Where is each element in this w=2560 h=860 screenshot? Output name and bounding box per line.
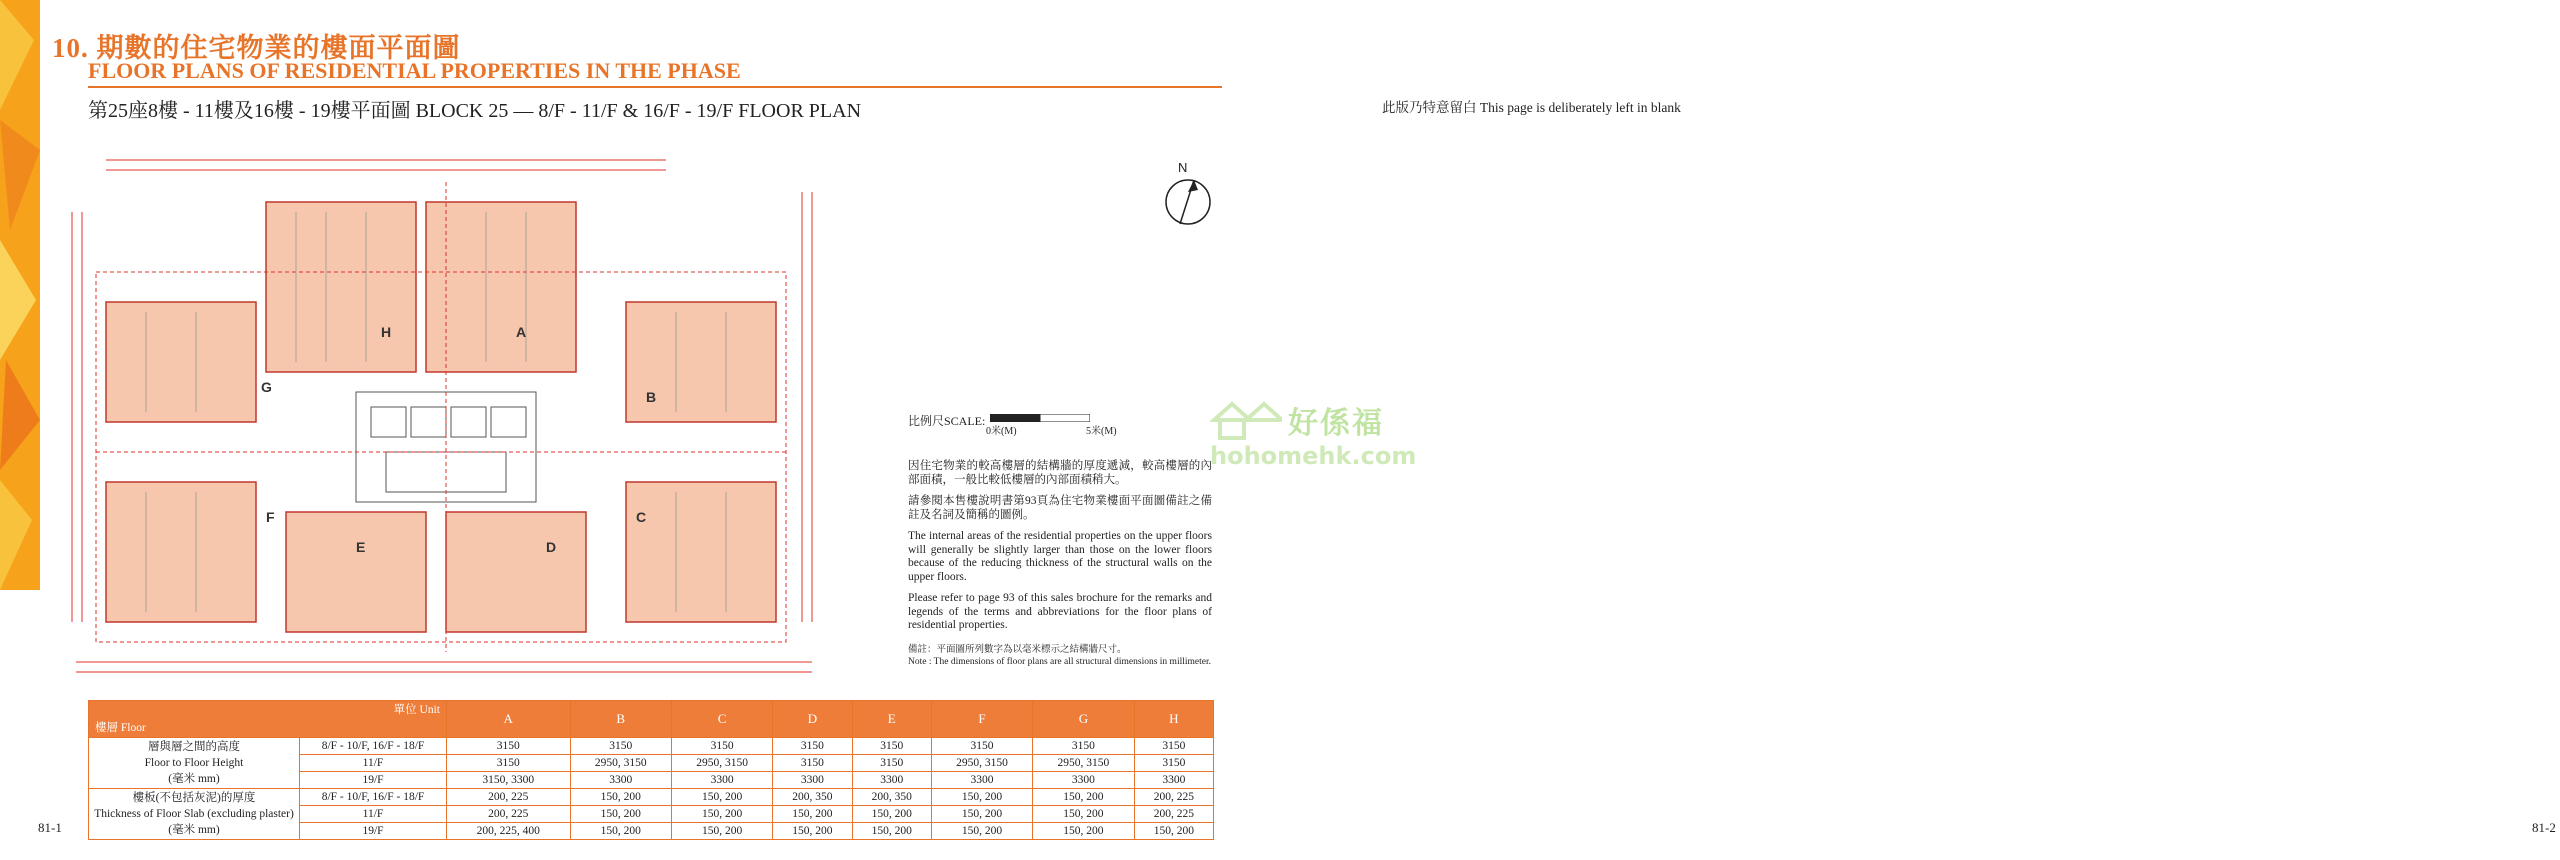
table-cell: 3150 bbox=[570, 738, 671, 755]
table-cell: 3150 bbox=[852, 738, 931, 755]
table-cell: 150, 200 bbox=[1033, 823, 1134, 840]
unit-header-e: E bbox=[852, 701, 931, 738]
note-cn-1: 因住宅物業的較高樓層的結構牆的厚度遞減，較高樓層的內部面積，一般比較低樓層的內部面積稍大。 bbox=[908, 460, 1212, 486]
scale-zero-label: 0米(M) bbox=[986, 426, 1017, 437]
table-cell: 2950, 3150 bbox=[1033, 755, 1134, 772]
table-cell: 3150 bbox=[773, 755, 852, 772]
table-cell: 3300 bbox=[773, 772, 852, 789]
plan-unit-label-b: B bbox=[646, 389, 657, 405]
table-cell: 150, 200 bbox=[671, 823, 772, 840]
table-cell: 3150 bbox=[671, 738, 772, 755]
table-cell: 3150 bbox=[1134, 755, 1213, 772]
watermark-house-icon bbox=[1210, 398, 1282, 440]
note-cn-2: 請參閱本售樓說明書第93頁為住宅物業樓面平面圖備註之備註及名詞及簡稱的圖例。 bbox=[908, 495, 1212, 521]
table-cell: 3300 bbox=[671, 772, 772, 789]
unit-header-f: F bbox=[931, 701, 1032, 738]
table-cell: 3300 bbox=[1134, 772, 1213, 789]
table-cell: 11/F bbox=[300, 755, 447, 772]
plan-unit-label-g: G bbox=[261, 379, 272, 395]
plan-unit-label-f: F bbox=[266, 509, 275, 525]
unit-header-b: B bbox=[570, 701, 671, 738]
table-cell: 150, 200 bbox=[570, 823, 671, 840]
dimension-note-cn: 備註：平面圖所列數字為以毫米標示之結構牆尺寸。 bbox=[908, 645, 1127, 655]
table-cell: 3150 bbox=[1033, 738, 1134, 755]
plan-unit-label-d: D bbox=[546, 539, 557, 555]
unit-header-g: G bbox=[1033, 701, 1134, 738]
table-cell: 19/F bbox=[300, 823, 447, 840]
floor-header-label: 樓層 Floor bbox=[95, 722, 146, 734]
floor-plan-drawing bbox=[66, 152, 822, 682]
watermark-en: hohomehk.com bbox=[1210, 442, 1417, 470]
table-cell: 3150 bbox=[773, 738, 852, 755]
plan-subtitle: 第25座8樓 - 11樓及16樓 - 19樓平面圖 BLOCK 25 — 8/F - 11/F & 16/F - 19/F FLOOR PLAN bbox=[88, 100, 862, 122]
note-en-1: The internal areas of the residential properties on the upper floors will generally be slightly larger than those on the lower floors because of the reducing thickness of the structural walls on the upper floors. bbox=[908, 530, 1212, 583]
unit-header-a: A bbox=[447, 701, 571, 738]
unit-header-h: H bbox=[1134, 701, 1213, 738]
plan-unit-label-e: E bbox=[356, 539, 366, 555]
page-number-left: 81-1 bbox=[38, 820, 62, 835]
table-cell: 150, 200 bbox=[931, 806, 1032, 823]
page-number-right: 81-2 bbox=[2532, 820, 2556, 835]
height-label-en: Floor to Floor Height bbox=[144, 757, 244, 769]
decorative-left-strip bbox=[0, 0, 40, 590]
unit-header-d: D bbox=[773, 701, 852, 738]
north-arrow-icon bbox=[1160, 158, 1216, 230]
table-cell: 150, 200 bbox=[931, 789, 1032, 806]
table-cell: 150, 200 bbox=[1033, 789, 1134, 806]
slab-label-en: Thickness of Floor Slab (excluding plaster) bbox=[94, 808, 294, 820]
unit-header-c: C bbox=[671, 701, 772, 738]
table-cell: 150, 200 bbox=[931, 823, 1032, 840]
unit-header-label: 單位 Unit bbox=[393, 704, 440, 716]
table-cell: 200, 225, 400 bbox=[447, 823, 571, 840]
table-cell: 3150 bbox=[1134, 738, 1213, 755]
table-cell: 200, 225 bbox=[447, 806, 571, 823]
table-cell: 3150, 3300 bbox=[447, 772, 571, 789]
scale-bar bbox=[990, 414, 1090, 422]
scale-five-label: 5米(M) bbox=[1086, 426, 1117, 437]
blank-page-note: 此版乃特意留白 This page is deliberately left in blank bbox=[1382, 100, 1681, 115]
height-label-unit: (毫米 mm) bbox=[168, 773, 220, 785]
plan-unit-label-c: C bbox=[636, 509, 647, 525]
table-cell: 150, 200 bbox=[671, 789, 772, 806]
dimension-note-en: Note : The dimensions of floor plans are all structural dimensions in millimeter. bbox=[908, 657, 1211, 667]
table-cell: 3150 bbox=[852, 755, 931, 772]
table-cell: 3300 bbox=[1033, 772, 1134, 789]
plan-notes bbox=[908, 460, 1212, 641]
floor-spec-table bbox=[88, 700, 1214, 840]
table-cell: 3150 bbox=[447, 755, 571, 772]
table-cell: 2950, 3150 bbox=[931, 755, 1032, 772]
table-cell: 200, 225 bbox=[1134, 806, 1213, 823]
table-cell: 2950, 3150 bbox=[570, 755, 671, 772]
table-header-row bbox=[89, 701, 1214, 738]
table-cell: 150, 200 bbox=[570, 806, 671, 823]
page-title-en: FLOOR PLANS OF RESIDENTIAL PROPERTIES IN THE PHASE bbox=[88, 58, 741, 83]
table-cell: 3300 bbox=[852, 772, 931, 789]
table-cell: 150, 200 bbox=[852, 806, 931, 823]
table-cell: 200, 350 bbox=[852, 789, 931, 806]
table-cell: 150, 200 bbox=[1134, 823, 1213, 840]
dimension-note bbox=[908, 644, 1228, 668]
height-row-header bbox=[89, 738, 300, 789]
table-cell: 150, 200 bbox=[671, 806, 772, 823]
page-title-cn: 10. 期數的住宅物業的樓面平面圖 bbox=[52, 33, 461, 63]
table-row bbox=[89, 738, 1214, 755]
height-label-cn: 層與層之間的高度 bbox=[148, 741, 240, 753]
table-cell: 3300 bbox=[931, 772, 1032, 789]
slab-label-cn: 樓板(不包括灰泥)的厚度 bbox=[132, 792, 256, 804]
table-cell: 150, 200 bbox=[773, 806, 852, 823]
slab-label-unit: (毫米 mm) bbox=[168, 824, 220, 836]
table-cell: 2950, 3150 bbox=[671, 755, 772, 772]
title-divider bbox=[88, 86, 1222, 88]
table-cell: 200, 225 bbox=[447, 789, 571, 806]
scale-label: 比例尺SCALE: bbox=[908, 414, 986, 428]
note-en-2: Please refer to page 93 of this sales brochure for the remarks and legends of the terms and abbreviations for the floor plans of residential properties. bbox=[908, 592, 1212, 631]
plan-unit-label-h: H bbox=[381, 324, 392, 340]
slab-row-header bbox=[89, 789, 300, 840]
north-label: N bbox=[1178, 160, 1188, 175]
table-cell: 8/F - 10/F, 16/F - 18/F bbox=[300, 789, 447, 806]
table-corner-cell bbox=[89, 701, 447, 738]
plan-unit-label-a: A bbox=[516, 324, 527, 340]
watermark-cn: 好係福 bbox=[1288, 406, 1384, 441]
table-cell: 19/F bbox=[300, 772, 447, 789]
table-cell: 150, 200 bbox=[852, 823, 931, 840]
table-cell: 200, 225 bbox=[1134, 789, 1213, 806]
table-cell: 150, 200 bbox=[570, 789, 671, 806]
table-cell: 3150 bbox=[931, 738, 1032, 755]
table-cell: 8/F - 10/F, 16/F - 18/F bbox=[300, 738, 447, 755]
table-cell: 200, 350 bbox=[773, 789, 852, 806]
table-cell: 11/F bbox=[300, 806, 447, 823]
table-cell: 3150 bbox=[447, 738, 571, 755]
table-row bbox=[89, 789, 1214, 806]
table-cell: 150, 200 bbox=[1033, 806, 1134, 823]
table-cell: 150, 200 bbox=[773, 823, 852, 840]
table-cell: 3300 bbox=[570, 772, 671, 789]
